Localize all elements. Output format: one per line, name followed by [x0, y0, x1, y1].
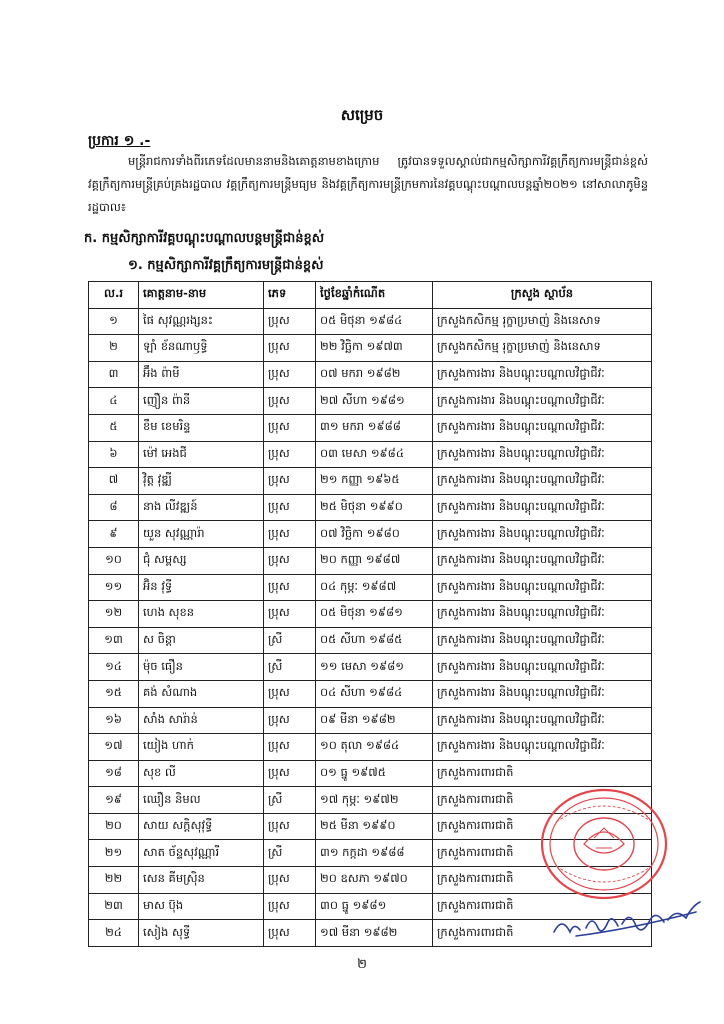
row-name: អ៊ឹង ព៉ាមី: [139, 361, 264, 388]
table-row: [89, 654, 652, 681]
row-number: ១៣: [89, 627, 139, 654]
row-name: ឈឿន និមល: [139, 787, 264, 814]
row-ministry: ក្រសួងការពារជាតិ: [433, 840, 652, 867]
table-row: [89, 414, 652, 441]
row-name: នាង លីវឌ្ឍន៍: [139, 494, 264, 521]
row-ministry: ក្រសួងការងារ និងបណ្តុះបណ្តាលវិជ្ជាជីវៈ: [433, 441, 652, 468]
section-heading: ក. កម្មសិក្សាការីវគ្គបណ្តុះបណ្តាលបន្តមន្ត្រីជាន់ខ្ពស់: [84, 231, 325, 246]
row-dob: ២១ កញ្ញា ១៩៦៥: [316, 468, 433, 495]
row-dob: ៣០ ធ្នូ ១៩៨១: [316, 893, 433, 920]
row-name: យួន សុវណ្ណារ៉ា: [139, 521, 264, 548]
row-number: ២២: [89, 867, 139, 894]
row-dob: ៣១ កក្កដា ១៩៨៨: [316, 840, 433, 867]
row-ministry: ក្រសួងការងារ និងបណ្តុះបណ្តាលវិជ្ជាជីវៈ: [433, 388, 652, 415]
table-row: [89, 441, 652, 468]
subsection-heading: ១. កម្មសិក្សាការីវគ្គក្រឹត្យការមន្ត្រីជាន់ខ្ពស់: [128, 258, 324, 273]
intro-paragraph: មន្ត្រីរាជការទាំងពីរភេទដែលមាននាមនិងគោត្តនាមខាងក្រោម ត្រូវបានទទួលស្គាល់ជាកម្មសិក្សាការីវគ្គក្រឹត្យការមន្ត្រីជាន់ខ្ពស់ វគ្គក្រឹត្យការមន្ត្រីគ្រប់គ្រងរដ្ឋបាល វគ្គក្រឹត្យការមន្ត្រីមធ្យម និងវគ្គក្រឹត្យការមន្ត្រីក្រមការនៃវគ្គបណ្តុះបណ្តាលបន្តឆ្នាំ២០២១ នៅសាលាភូមិន្ទរដ្ឋបាល៖: [88, 154, 648, 214]
header-no: ល.រ: [89, 282, 139, 309]
row-number: ១៦: [89, 707, 139, 734]
row-number: ១៤: [89, 654, 139, 681]
row-dob: ៣១ មករា ១៩៨៨: [316, 414, 433, 441]
row-sex: ប្រុស: [264, 521, 316, 548]
row-name: វ៉ិត្ត វុឌ្ឍី: [139, 468, 264, 495]
row-ministry: ក្រសួងកសិកម្ម រុក្ខាប្រមាញ់ និងនេសាទ: [433, 308, 652, 335]
table-row: [89, 494, 652, 521]
row-sex: ប្រុស: [264, 308, 316, 335]
row-sex: ប្រុស: [264, 601, 316, 628]
row-name: សៀង សុទ្ធី: [139, 920, 264, 947]
table-row: [89, 680, 652, 707]
row-dob: ០៣ មេសា ១៩៨៤: [316, 441, 433, 468]
row-name: សាំង សារ៉ាន់: [139, 707, 264, 734]
row-ministry: ក្រសួងការងារ និងបណ្តុះបណ្តាលវិជ្ជាជីវៈ: [433, 468, 652, 495]
row-ministry: ក្រសួងការងារ និងបណ្តុះបណ្តាលវិជ្ជាជីវៈ: [433, 627, 652, 654]
row-number: ១៨: [89, 760, 139, 787]
row-dob: ០៩ មីនា ១៩៨២: [316, 707, 433, 734]
row-sex: ប្រុស: [264, 361, 316, 388]
row-ministry: ក្រសួងកសិកម្ម រុក្ខាប្រមាញ់ និងនេសាទ: [433, 335, 652, 362]
row-sex: ស្រី: [264, 840, 316, 867]
row-number: ៦: [89, 441, 139, 468]
row-dob: ២០ កញ្ញា ១៩៨៧: [316, 547, 433, 574]
row-dob: ១៧ មីនា ១៩៨២: [316, 920, 433, 947]
table-row: [89, 308, 652, 335]
row-number: ១២: [89, 601, 139, 628]
table-row: [89, 388, 652, 415]
row-sex: ប្រុស: [264, 441, 316, 468]
row-dob: ២២ វិច្ឆិកា ១៩៧៣: [316, 335, 433, 362]
row-name: ហេង សុខន: [139, 601, 264, 628]
row-sex: ស្រី: [264, 627, 316, 654]
row-ministry: ក្រសួងការងារ និងបណ្តុះបណ្តាលវិជ្ជាជីវៈ: [433, 734, 652, 761]
row-dob: ១០ តុលា ១៩៨៤: [316, 734, 433, 761]
table-header-row: [89, 282, 652, 309]
row-number: ១០: [89, 547, 139, 574]
row-sex: ប្រុស: [264, 414, 316, 441]
row-sex: ប្រុស: [264, 574, 316, 601]
row-ministry: ក្រសួងការងារ និងបណ្តុះបណ្តាលវិជ្ជាជីវៈ: [433, 521, 652, 548]
row-number: ៧: [89, 468, 139, 495]
table-row: [89, 361, 652, 388]
article-label: ប្រការ ១ .-: [88, 133, 151, 149]
handwritten-signature-icon: [546, 892, 706, 948]
row-number: ២៣: [89, 893, 139, 920]
row-number: ៤: [89, 388, 139, 415]
row-sex: ស្រី: [264, 787, 316, 814]
header-sex: ភេទ: [264, 282, 316, 309]
row-dob: ០៥ មិថុនា ១៩៨៤: [316, 308, 433, 335]
row-ministry: ក្រសួងការងារ និងបណ្តុះបណ្តាលវិជ្ជាជីវៈ: [433, 414, 652, 441]
row-number: ១: [89, 308, 139, 335]
row-ministry: ក្រសួងការងារ និងបណ្តុះបណ្តាលវិជ្ជាជីវៈ: [433, 654, 652, 681]
row-sex: ប្រុស: [264, 494, 316, 521]
row-name: ម៉ៅ អេងជី: [139, 441, 264, 468]
row-sex: ស្រី: [264, 654, 316, 681]
row-ministry: ក្រសួងការងារ និងបណ្តុះបណ្តាលវិជ្ជាជីវៈ: [433, 707, 652, 734]
row-ministry: ក្រសួងការងារ និងបណ្តុះបណ្តាលវិជ្ជាជីវៈ: [433, 574, 652, 601]
row-dob: ២៥ មីនា ១៩៩០: [316, 813, 433, 840]
row-name: ស ចិន្តា: [139, 627, 264, 654]
row-name: អ៊ិន វុទ្ធី: [139, 574, 264, 601]
row-number: ២១: [89, 840, 139, 867]
row-number: ៩: [89, 521, 139, 548]
row-number: ១៥: [89, 680, 139, 707]
row-sex: ប្រុស: [264, 813, 316, 840]
row-ministry: ក្រសួងការពារជាតិ: [433, 920, 652, 947]
row-name: សាយ សក្តិសុវុទ្ធី: [139, 813, 264, 840]
official-seal-icon: [538, 782, 674, 902]
row-ministry: ក្រសួងការពារជាតិ: [433, 813, 652, 840]
row-dob: ២៧ សីហា ១៩៨១: [316, 388, 433, 415]
row-number: ៣: [89, 361, 139, 388]
row-name: គង់ សំណាង: [139, 680, 264, 707]
row-dob: ០៥ មិថុនា ១៩៨១: [316, 601, 433, 628]
row-sex: ប្រុស: [264, 734, 316, 761]
row-number: ១៩: [89, 787, 139, 814]
row-name: ឡាំ ខ័នណាឫទ្ធិ: [139, 335, 264, 362]
row-sex: ប្រុស: [264, 920, 316, 947]
row-number: ១១: [89, 574, 139, 601]
row-sex: ប្រុស: [264, 760, 316, 787]
row-ministry: ក្រសួងការងារ និងបណ្តុះបណ្តាលវិជ្ជាជីវៈ: [433, 680, 652, 707]
row-sex: ប្រុស: [264, 468, 316, 495]
row-name: មាស ប៊ុង: [139, 893, 264, 920]
row-sex: ប្រុស: [264, 707, 316, 734]
page-number: ២: [357, 957, 367, 972]
row-number: ២៤: [89, 920, 139, 947]
row-dob: ២៥ មិថុនា ១៩៩០: [316, 494, 433, 521]
row-ministry: ក្រសួងការងារ និងបណ្តុះបណ្តាលវិជ្ជាជីវៈ: [433, 361, 652, 388]
row-name: ញឿន ព៉ានី: [139, 388, 264, 415]
table-row: [89, 734, 652, 761]
row-ministry: ក្រសួងការងារ និងបណ្តុះបណ្តាលវិជ្ជាជីវៈ: [433, 494, 652, 521]
row-ministry: ក្រសួងការពារជាតិ: [433, 893, 652, 920]
row-number: ៥: [89, 414, 139, 441]
table-row: [89, 707, 652, 734]
row-sex: ប្រុស: [264, 680, 316, 707]
row-name: ម៉ុច ធឿន: [139, 654, 264, 681]
row-ministry: ក្រសួងការងារ និងបណ្តុះបណ្តាលវិជ្ជាជីវៈ: [433, 601, 652, 628]
row-dob: ០៧ មករា ១៩៨២: [316, 361, 433, 388]
row-dob: ១៧ កុម្ភៈ ១៩៧២: [316, 787, 433, 814]
row-number: ២០: [89, 813, 139, 840]
table-row: [89, 335, 652, 362]
row-name: សាត ច័ន្ទសុវណ្ណារី: [139, 840, 264, 867]
header-name: គោត្តនាម-នាម: [139, 282, 264, 309]
table-row: [89, 521, 652, 548]
row-dob: ០៥ សីហា ១៩៨៥: [316, 627, 433, 654]
row-number: ២: [89, 335, 139, 362]
row-dob: ០១ ធ្នូ ១៩៧៥: [316, 760, 433, 787]
page-title: សម្រេច: [340, 106, 384, 124]
table-row: [89, 547, 652, 574]
row-name: ផៃ សុវណ្ណរង្សនះ: [139, 308, 264, 335]
row-name: យៀង ហាក់: [139, 734, 264, 761]
row-dob: ០៧ វិច្ឆិកា ១៩៨០: [316, 521, 433, 548]
row-name: សេន គីមស្រ៊ិន: [139, 867, 264, 894]
row-name: សុខ លី: [139, 760, 264, 787]
row-name: ខឹម ខេមរិន្ទ: [139, 414, 264, 441]
row-ministry: ក្រសួងការពារជាតិ: [433, 867, 652, 894]
row-sex: ប្រុស: [264, 893, 316, 920]
table-row: [89, 468, 652, 495]
table-row: [89, 627, 652, 654]
row-sex: ប្រុស: [264, 547, 316, 574]
header-ministry: ក្រសួង ស្ថាប័ន: [433, 282, 652, 309]
row-sex: ប្រុស: [264, 388, 316, 415]
table-row: [89, 601, 652, 628]
row-number: ៨: [89, 494, 139, 521]
row-sex: ប្រុស: [264, 335, 316, 362]
row-sex: ប្រុស: [264, 867, 316, 894]
row-ministry: ក្រសួងការពារជាតិ: [433, 760, 652, 787]
row-name: ជុំ សម្ពស្ស: [139, 547, 264, 574]
table-row: [89, 574, 652, 601]
row-dob: ១១ មេសា ១៩៨១: [316, 654, 433, 681]
row-dob: ០៤ កុម្ភៈ ១៩៨៧: [316, 574, 433, 601]
row-number: ១៧: [89, 734, 139, 761]
row-dob: ២០ ឧសភា ១៩៧០: [316, 867, 433, 894]
header-dob: ថ្ងៃខែឆ្នាំកំណើត: [316, 282, 433, 309]
row-dob: ០៤ សីហា ១៩៨៤: [316, 680, 433, 707]
row-ministry: ក្រសួងការពារជាតិ: [433, 787, 652, 814]
row-ministry: ក្រសួងការងារ និងបណ្តុះបណ្តាលវិជ្ជាជីវៈ: [433, 547, 652, 574]
